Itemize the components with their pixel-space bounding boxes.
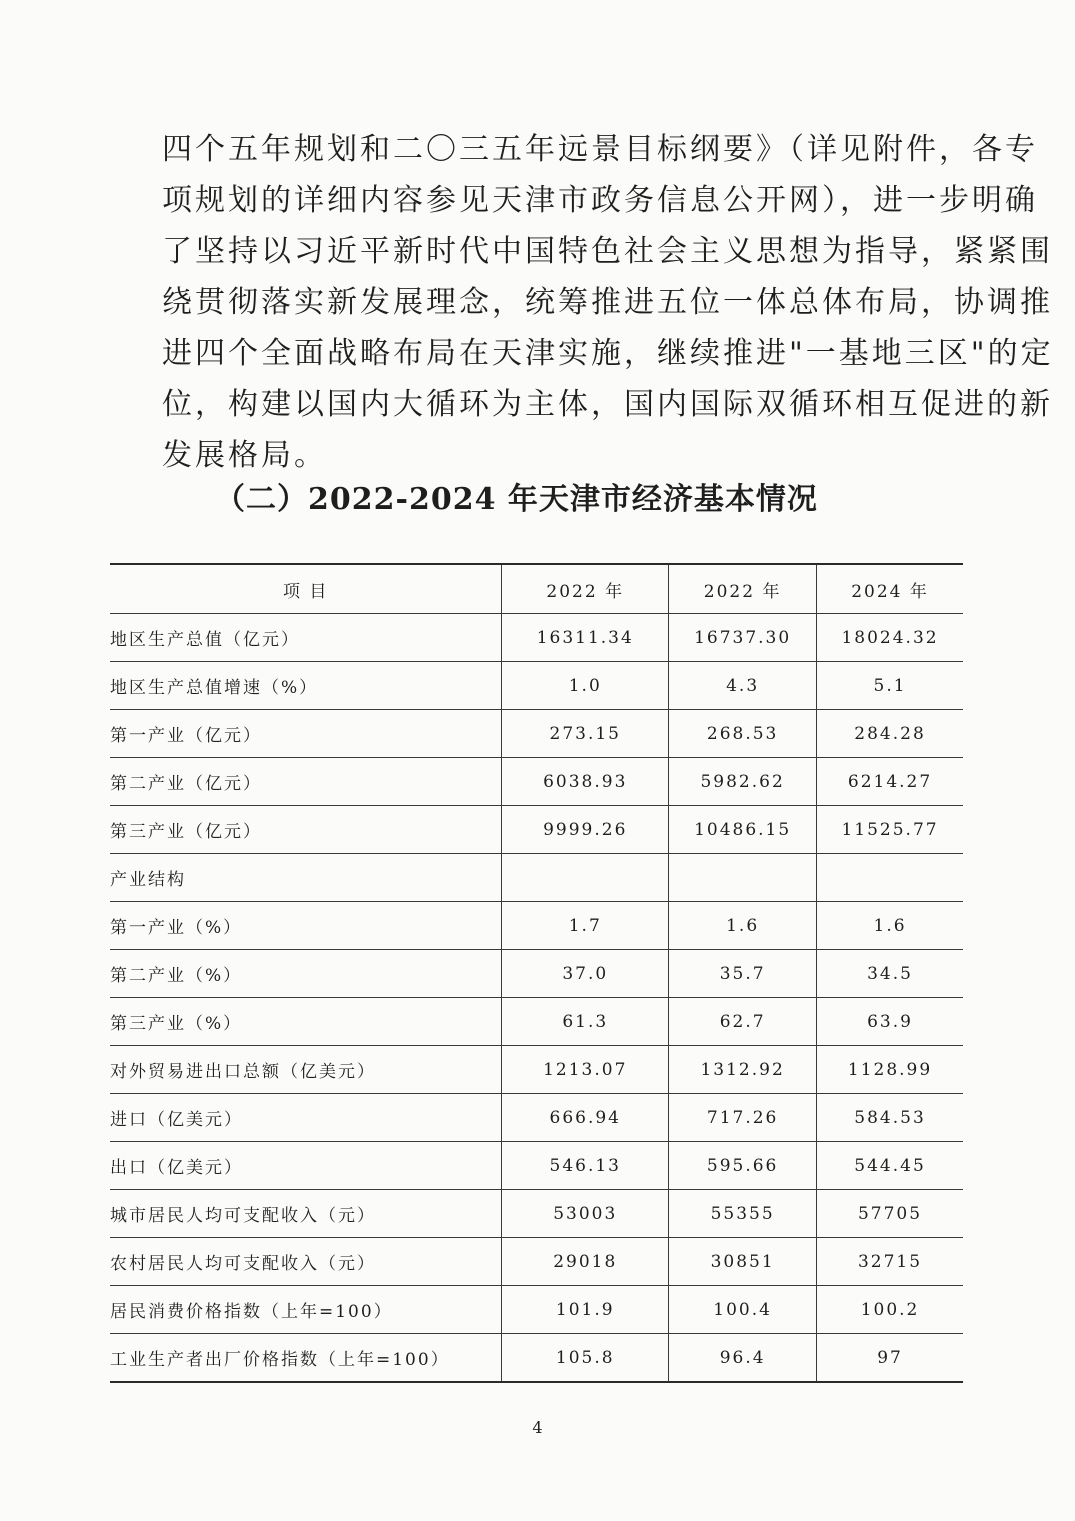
row-value: 546.13	[502, 1142, 669, 1190]
row-label: 地区生产总值增速（%）	[110, 662, 502, 710]
row-value: 1128.99	[817, 1046, 963, 1094]
row-value	[669, 854, 817, 902]
row-value: 101.9	[502, 1286, 669, 1334]
row-value: 1213.07	[502, 1046, 669, 1094]
row-value: 4.3	[669, 662, 817, 710]
row-value: 1.6	[817, 902, 963, 950]
row-value: 63.9	[817, 998, 963, 1046]
row-value: 9999.26	[502, 806, 669, 854]
table-row	[110, 1238, 963, 1286]
row-value: 100.2	[817, 1286, 963, 1334]
section-heading: （二）2022-2024 年天津市经济基本情况	[215, 482, 818, 517]
page-number: 4	[532, 1418, 543, 1437]
paragraph-line: 位，构建以国内大循环为主体，国内国际双循环相互促进的新	[162, 387, 1053, 422]
row-value: 61.3	[502, 998, 669, 1046]
paragraph-line: 项规划的详细内容参见天津市政务信息公开网），进一步明确	[162, 183, 1038, 218]
row-value: 666.94	[502, 1094, 669, 1142]
row-value: 6214.27	[817, 758, 963, 806]
row-value: 53003	[502, 1190, 669, 1238]
row-value: 544.45	[817, 1142, 963, 1190]
row-value: 1.0	[502, 662, 669, 710]
row-label: 第二产业（亿元）	[110, 758, 502, 806]
table-row	[110, 1286, 963, 1334]
row-value: 35.7	[669, 950, 817, 998]
row-label: 工业生产者出厂价格指数（上年=100）	[110, 1334, 502, 1383]
row-value: 1312.92	[669, 1046, 817, 1094]
row-value: 5.1	[817, 662, 963, 710]
table-row	[110, 1094, 963, 1142]
table-row	[110, 758, 963, 806]
row-value: 1.7	[502, 902, 669, 950]
row-value: 16737.30	[669, 614, 817, 662]
row-value: 62.7	[669, 998, 817, 1046]
row-value: 6038.93	[502, 758, 669, 806]
economy-table	[110, 563, 963, 1383]
row-value: 100.4	[669, 1286, 817, 1334]
row-value: 57705	[817, 1190, 963, 1238]
table-header-row	[110, 564, 963, 614]
row-label: 出口（亿美元）	[110, 1142, 502, 1190]
paragraph-line: 绕贯彻落实新发展理念，统筹推进五位一体总体布局，协调推	[162, 285, 1053, 320]
table-row	[110, 1334, 963, 1383]
row-label: 产业结构	[110, 854, 502, 902]
row-value: 284.28	[817, 710, 963, 758]
row-value: 105.8	[502, 1334, 669, 1383]
table-row	[110, 998, 963, 1046]
row-value: 268.53	[669, 710, 817, 758]
row-label: 对外贸易进出口总额（亿美元）	[110, 1046, 502, 1094]
row-value	[502, 854, 669, 902]
row-value: 1.6	[669, 902, 817, 950]
row-label: 居民消费价格指数（上年=100）	[110, 1286, 502, 1334]
header-year: 2022 年	[669, 564, 817, 614]
row-value: 595.66	[669, 1142, 817, 1190]
row-value	[817, 854, 963, 902]
row-label: 城市居民人均可支配收入（元）	[110, 1190, 502, 1238]
table-row	[110, 1046, 963, 1094]
header-year: 2022 年	[502, 564, 669, 614]
paragraph-line: 四个五年规划和二〇三五年远景目标纲要》（详见附件，各专	[162, 132, 1038, 167]
row-label: 进口（亿美元）	[110, 1094, 502, 1142]
row-value: 584.53	[817, 1094, 963, 1142]
row-label: 第一产业（%）	[110, 902, 502, 950]
table-row	[110, 662, 963, 710]
table-row	[110, 1142, 963, 1190]
table-row	[110, 1190, 963, 1238]
row-value: 55355	[669, 1190, 817, 1238]
row-value: 273.15	[502, 710, 669, 758]
row-label: 第一产业（亿元）	[110, 710, 502, 758]
row-label: 农村居民人均可支配收入（元）	[110, 1238, 502, 1286]
row-value: 717.26	[669, 1094, 817, 1142]
row-label: 第三产业（%）	[110, 998, 502, 1046]
row-value: 29018	[502, 1238, 669, 1286]
row-value: 30851	[669, 1238, 817, 1286]
table-body	[110, 614, 963, 1383]
row-value: 32715	[817, 1238, 963, 1286]
row-value: 97	[817, 1334, 963, 1383]
table-row	[110, 614, 963, 662]
row-label: 第三产业（亿元）	[110, 806, 502, 854]
header-item: 项 目	[110, 564, 502, 614]
body-paragraph	[162, 124, 1054, 481]
table-row	[110, 806, 963, 854]
row-value: 34.5	[817, 950, 963, 998]
table-row	[110, 854, 963, 902]
row-value: 10486.15	[669, 806, 817, 854]
row-value: 5982.62	[669, 758, 817, 806]
row-value: 96.4	[669, 1334, 817, 1383]
row-value: 18024.32	[817, 614, 963, 662]
header-year: 2024 年	[817, 564, 963, 614]
row-label: 地区生产总值（亿元）	[110, 614, 502, 662]
paragraph-line: 进四个全面战略布局在天津实施，继续推进"一基地三区"的定	[162, 336, 1054, 371]
row-value: 37.0	[502, 950, 669, 998]
row-label: 第二产业（%）	[110, 950, 502, 998]
table-row	[110, 950, 963, 998]
table-row	[110, 710, 963, 758]
row-value: 11525.77	[817, 806, 963, 854]
paragraph-line: 发展格局。	[162, 438, 327, 473]
paragraph-line: 了坚持以习近平新时代中国特色社会主义思想为指导，紧紧围	[162, 234, 1053, 269]
row-value: 16311.34	[502, 614, 669, 662]
table-row	[110, 902, 963, 950]
